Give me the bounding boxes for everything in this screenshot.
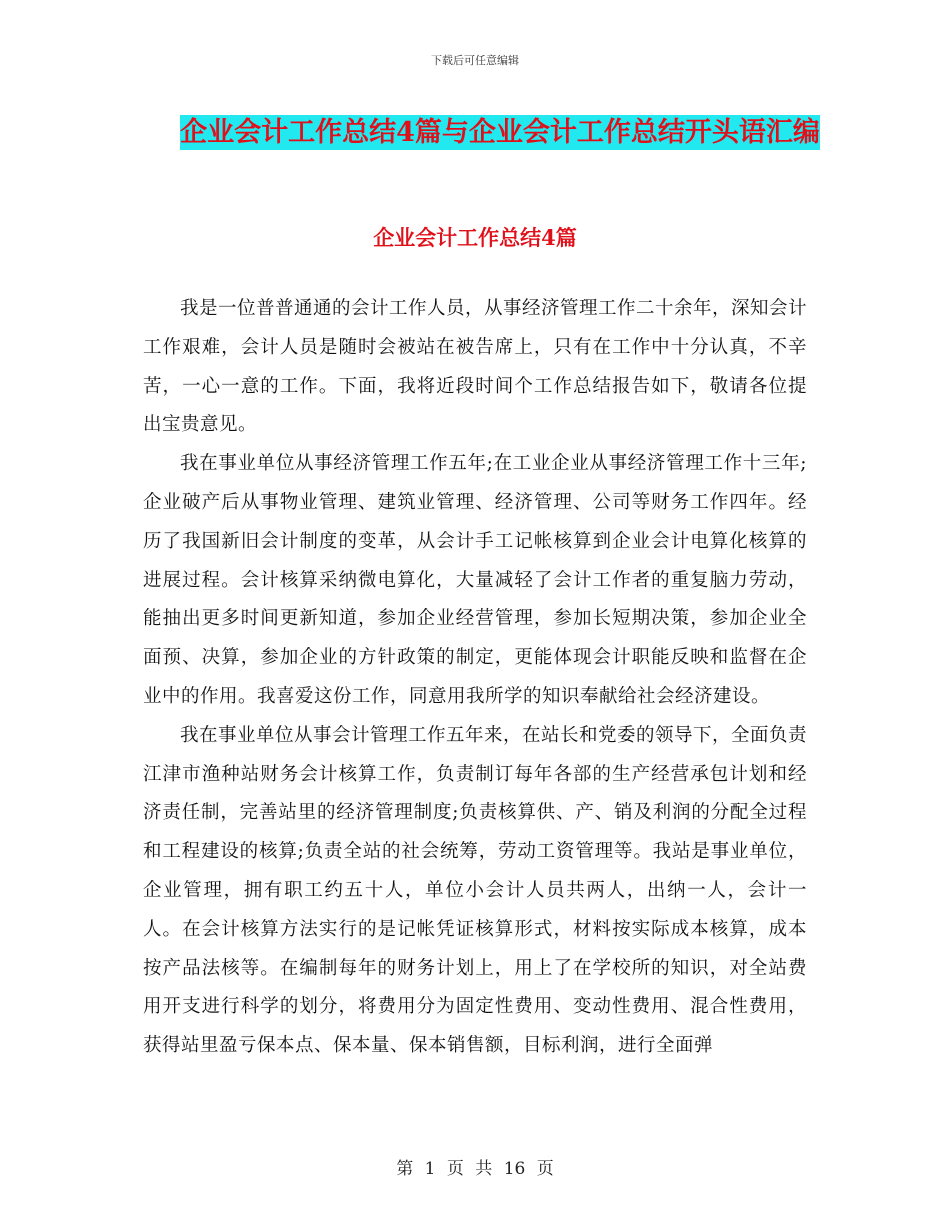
paragraph-3: 我在事业单位从事会计管理工作五年来，在站长和党委的领导下，全面负责江津市渔种站财务会计核算工作，负责制订每年各部的生产经营承包计划和经济责任制，完善站里的经济管理制度;负责核算供、产、销及利润的分配全过程和工程建设的核算;负责全站的社会统筹，劳动工资管理等。我站是事业单位，企业管理，拥有职工约五十人，单位小会计人员共两人，出纳一人，会计一人。在会计核算方法实行的是记帐凭证核算形式，材料按实际成本核算，成本按产品法核等。在编制每年的财务计划上，用上了在学校所的知识，对全站费用开支进行科学的划分，将费用分为固定性费用、变动性费用、混合性费用，获得站里盈亏保本点、保本量、保本销售额，目标利润，进行全面弹 (143, 724, 808, 1057)
document-body (143, 290, 807, 1066)
document-title-text: 企业会计工作总结4篇与企业会计工作总结开头语汇编 (180, 117, 820, 148)
document-title (160, 108, 840, 158)
header-note: 下载后可任意编辑 (431, 54, 519, 67)
paragraph-2: 我在事业单位从事经济管理工作五年;在工业企业从事经济管理工作十三年;企业破产后从事物业管理、建筑业管理、经济管理、公司等财务工作四年。经历了我国新旧会计制度的变革，从会计手工记帐核算到企业会计电算化核算的进展过程。会计核算采纳微电算化，大量减轻了会计工作者的重复脑力劳动，能抽出更多时间更新知道，参加企业经营管理，参加长短期决策，参加企业全面预、决算，参加企业的方针政策的制定，更能体现会计职能反映和监督在企业中的作用。我喜爱这份工作，同意用我所学的知识奉献给社会经济建设。 (143, 453, 807, 707)
page-footer: 第 1 页 共 16 页 (396, 1159, 554, 1179)
paragraph-1: 我是一位普普通通的会计工作人员，从事经济管理工作二十余年，深知会计工作艰难，会计人员是随时会被站在被告席上，只有在工作中十分认真，不辛苦，一心一意的工作。下面，我将近段时间个工作总结报告如下，敬请各位提出宝贵意见。 (143, 298, 808, 436)
section-title: 企业会计工作总结4篇 (373, 225, 577, 250)
